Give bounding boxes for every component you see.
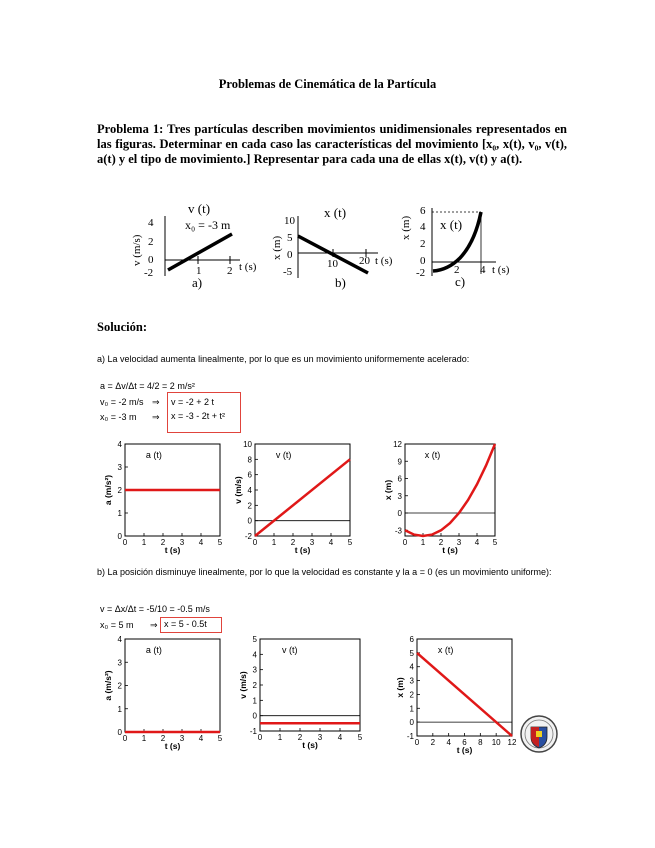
sketch-c-ytick-5: -2 (416, 267, 426, 279)
part-a-x-equation: x = -3 - 2t + t² (171, 411, 226, 421)
x-axis-label: t (s) (164, 741, 181, 751)
x-axis-label: t (s) (164, 545, 181, 555)
y-tick-label: 10 (243, 440, 252, 449)
x-tick-label: 0 (122, 538, 128, 547)
x-tick-label: 12 (507, 738, 517, 747)
sketch-c-xlabel: t (s) (492, 264, 510, 276)
sketch-b-caption: b) (335, 275, 346, 290)
sketch-c-ytick-1: 6 (420, 205, 426, 217)
sketch-b-ytick-4: -5 (283, 266, 293, 278)
x-axis-label: t (s) (302, 740, 318, 750)
y-tick-label: 1 (252, 696, 257, 706)
y-tick-label: 6 (409, 635, 414, 644)
sketch-a-ytick-4: -2 (144, 267, 154, 279)
plot-b-acceleration (103, 635, 230, 755)
sketch-b-func: x (t) (324, 205, 347, 220)
part-a-x0: x₀ = -3 m (100, 412, 137, 422)
part-a-v0: v₀ = -2 m/s (100, 397, 144, 407)
y-tick-label: 5 (409, 648, 414, 658)
y-tick-label: 4 (252, 650, 257, 660)
part-b-x-equation: x = 5 - 0.5t (164, 619, 207, 629)
x-tick-label: 0 (252, 538, 258, 547)
y-tick-label: 8 (247, 455, 252, 465)
part-b-equation-box (160, 617, 222, 633)
sketch-b-xtick-1: 10 (327, 258, 338, 270)
plot-title: x (t) (424, 450, 441, 460)
y-tick-label: 2 (247, 501, 252, 511)
university-crest-icon (519, 714, 559, 754)
x-tick-label: 4 (198, 734, 204, 743)
x-tick-label: 1 (271, 538, 277, 547)
sketch-a-caption: a) (192, 275, 203, 290)
y-tick-label: 3 (252, 665, 257, 675)
x-tick-label: 1 (420, 538, 426, 547)
sketch-a-note: x₀ = -3 m (185, 218, 231, 232)
y-tick-label: 0 (117, 532, 122, 541)
sketch-c-caption: c) (455, 274, 466, 289)
sketch-b-ylabel: x (m) (271, 235, 283, 260)
sketch-a (131, 201, 257, 290)
plot-frame (417, 639, 512, 736)
sketch-c-func: x (t) (440, 217, 463, 232)
sketch-a-ytick-3: 0 (148, 254, 154, 266)
y-tick-label: 1 (117, 509, 122, 518)
x-tick-label: 2 (160, 538, 166, 547)
y-axis-label: a (m/s²) (103, 474, 113, 506)
x-tick-label: 3 (456, 538, 462, 547)
x-tick-label: 0 (414, 738, 420, 747)
part-a-v-equation: v = -2 + 2 t (171, 397, 215, 407)
x-tick-label: 3 (179, 538, 185, 547)
x-tick-label: 5 (217, 734, 223, 743)
x-tick-label: 2 (297, 733, 303, 742)
sketch-c-ylabel: x (m) (400, 215, 412, 240)
y-tick-label: 0 (117, 728, 122, 737)
sketch-c-ytick-2: 4 (420, 221, 426, 233)
y-axis-label: a (m/s²) (103, 670, 113, 701)
sketch-c-ytick-4: 0 (420, 255, 426, 267)
plot-b-position (395, 635, 525, 755)
sketch-a-xtick-1: 1 (196, 265, 202, 277)
y-axis-label: x (m) (395, 677, 405, 698)
plot-title: x (t) (437, 645, 454, 655)
plot-title: a (t) (145, 645, 162, 655)
y-tick-label: 12 (393, 440, 402, 449)
y-tick-label: 4 (409, 662, 414, 672)
y-tick-label: 2 (117, 681, 122, 691)
sketch-a-func: v (t) (188, 201, 211, 216)
x-tick-label: 2 (430, 738, 436, 747)
y-tick-label: 3 (117, 463, 122, 472)
y-tick-label: -3 (394, 526, 402, 536)
x-tick-label: 10 (491, 738, 501, 747)
part-b-velocity: v = Δx/Δt = -5/10 = -0.5 m/s (100, 604, 210, 614)
part-b-x0: x₀ = 5 m (100, 620, 134, 630)
x-tick-label: 0 (257, 733, 263, 742)
x-tick-label: 2 (438, 538, 444, 547)
x-tick-label: 4 (474, 538, 480, 547)
x-axis-label: t (s) (294, 545, 311, 555)
part-a-equations-box (167, 392, 241, 433)
y-tick-label: 5 (252, 635, 257, 644)
plot-frame (255, 444, 350, 536)
sketch-b-xlabel: t (s) (375, 255, 393, 267)
x-tick-label: 1 (277, 733, 283, 742)
plot-a-position (385, 440, 505, 560)
y-tick-label: 1 (117, 704, 122, 714)
x-tick-label: 4 (198, 538, 204, 547)
y-tick-label: 2 (409, 690, 414, 700)
sketch-a-xtick-2: 2 (227, 265, 233, 277)
x-axis-label: t (s) (456, 745, 473, 755)
y-tick-label: 3 (117, 658, 122, 668)
x-tick-label: 3 (309, 538, 315, 547)
plot-title: v (t) (275, 450, 292, 460)
sketch-a-ytick-2: 2 (148, 236, 154, 248)
sketch-c-xtick-2: 4 (480, 264, 486, 276)
x-tick-label: 0 (402, 538, 408, 547)
plot-frame (125, 639, 220, 732)
y-tick-label: 0 (409, 718, 414, 728)
x-tick-label: 2 (160, 734, 166, 743)
y-tick-label: 4 (117, 440, 122, 449)
plot-a-acceleration (103, 440, 230, 560)
sketch-b (271, 205, 393, 290)
y-tick-label: 1 (409, 704, 414, 714)
sketch-b-ytick-2: 5 (287, 232, 293, 244)
x-tick-label: 5 (347, 538, 353, 547)
part-a-intro: a) La velocidad aumenta linealmente, por lo que es un movimiento uniformemente acelerado: (97, 354, 470, 364)
x-tick-label: 2 (290, 538, 296, 547)
y-tick-label: 4 (117, 635, 122, 644)
part-a-accel: a = Δv/Δt = 4/2 = 2 m/s² (100, 381, 195, 391)
x-tick-label: 8 (478, 738, 483, 747)
sketch-c-ytick-3: 2 (420, 238, 426, 250)
sketch-a-ytick-1: 4 (148, 217, 154, 229)
plot-b-velocity (238, 635, 370, 755)
x-tick-label: 1 (141, 538, 147, 547)
sketch-b-ytick-1: 10 (284, 215, 295, 227)
problem-text: Tres partículas describen movimientos unidimensionales representados en las figuras. Determinar en cada caso las características del movimiento [x₀, x(t), v₀, v(t), a(t) y el tipo de movimiento.] Representar para cada una de ellas x(t), v(t) y a(t). (97, 122, 567, 166)
part-b-arrow: ⇒ (150, 620, 158, 630)
y-tick-label: 3 (397, 491, 402, 501)
sketch-b-xtick-2: 20 (359, 255, 370, 267)
y-tick-label: 6 (397, 474, 402, 484)
x-tick-label: 1 (141, 734, 147, 743)
x-tick-label: 4 (446, 738, 451, 747)
y-axis-label: v (m/s) (238, 671, 248, 699)
y-tick-label: -2 (244, 532, 252, 541)
x-tick-label: 6 (462, 738, 467, 747)
x-tick-label: 0 (122, 734, 128, 743)
x-tick-label: 4 (328, 538, 334, 547)
y-tick-label: 0 (252, 711, 257, 721)
plot-title: v (t) (282, 645, 298, 655)
plot-frame (260, 639, 360, 731)
problem-statement (97, 122, 567, 167)
plot-a-velocity (233, 440, 360, 560)
x-tick-label: 5 (492, 538, 498, 547)
y-tick-label: 0 (397, 509, 402, 518)
y-axis-label: v (m/s) (233, 476, 243, 504)
y-tick-label: -1 (406, 732, 414, 741)
x-tick-label: 5 (217, 538, 223, 547)
sketch-a-xlabel: t (s) (239, 261, 257, 273)
x-axis-label: t (s) (442, 545, 458, 555)
y-tick-label: 9 (397, 457, 402, 467)
y-axis-label: x (m) (383, 479, 393, 501)
x-tick-label: 3 (179, 734, 185, 743)
sketch-c (400, 205, 510, 289)
problem-label: Problema 1: (97, 122, 164, 136)
page-title: Problemas de Cinemática de la Partícula (218, 77, 437, 91)
plot-title: a (t) (145, 450, 162, 460)
x-tick-label: 4 (337, 733, 343, 742)
y-tick-label: 0 (247, 516, 252, 526)
y-tick-label: 2 (252, 681, 257, 690)
sketch-c-xtick-1: 2 (454, 264, 460, 276)
solution-heading: Solución: (97, 320, 148, 334)
x-tick-label: 5 (357, 733, 363, 742)
y-tick-label: 4 (247, 486, 252, 495)
part-a-arrow-1: ⇒ (152, 397, 160, 407)
sketch-a-ylabel: v (m/s) (131, 234, 143, 266)
y-tick-label: 2 (117, 486, 122, 495)
problem-sketches (130, 198, 530, 290)
x-tick-label: 3 (317, 733, 323, 742)
y-tick-label: -1 (249, 727, 257, 736)
part-b-intro: b) La posición disminuye linealmente, por lo que la velocidad es constante y la a = 0 (es un movimiento uniforme): (97, 567, 552, 577)
y-tick-label: 3 (409, 676, 414, 686)
y-tick-label: 6 (247, 470, 252, 480)
sketch-b-ytick-3: 0 (287, 249, 293, 261)
part-a-arrow-2: ⇒ (152, 412, 160, 422)
